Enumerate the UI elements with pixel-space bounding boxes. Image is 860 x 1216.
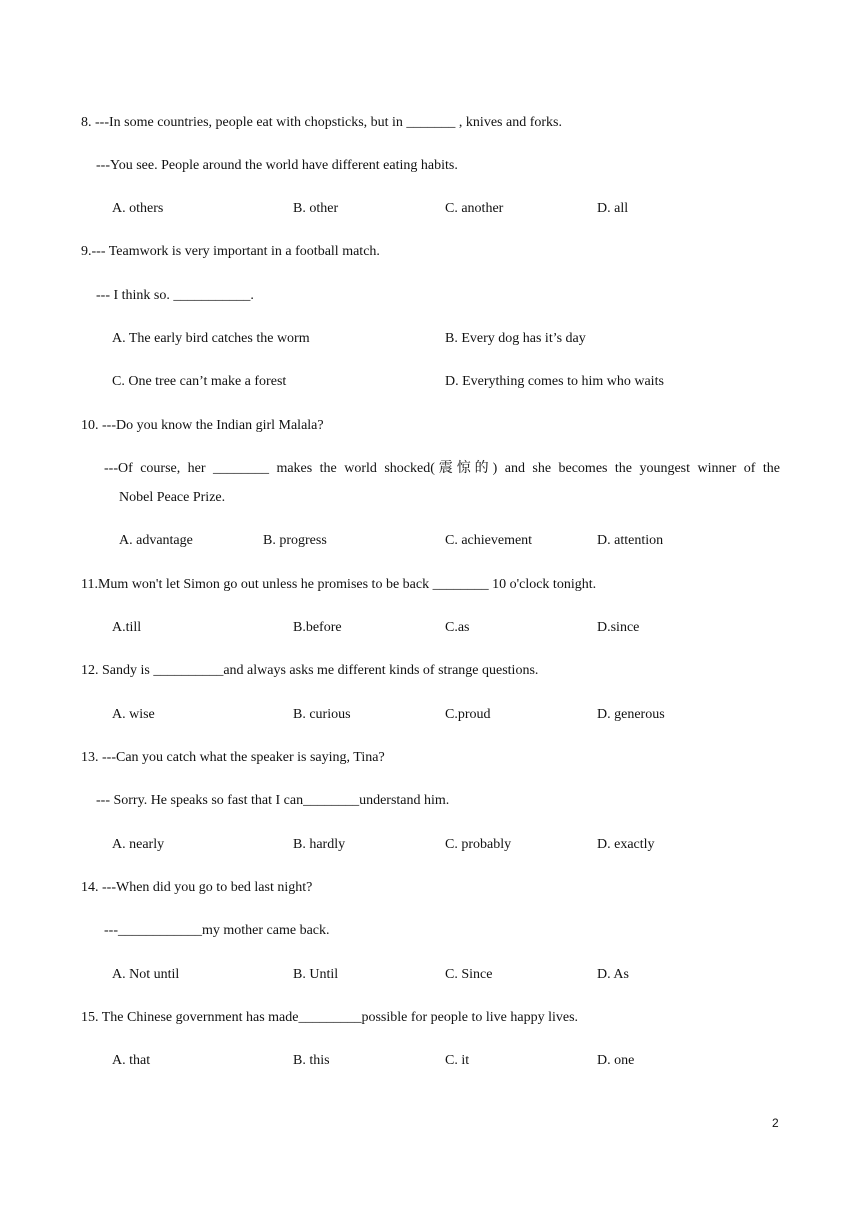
- question-13: 13. ---Can you catch what the speaker is saying, Tina?: [81, 750, 385, 765]
- q14-option-d: D. As: [597, 967, 629, 982]
- question-11: 11.Mum won't let Simon go out unless he promises to be back ________ 10 o'clock tonight.: [81, 577, 597, 592]
- q14-option-b: B. Until: [293, 967, 339, 982]
- q9-option-b: B. Every dog has it’s day: [445, 331, 586, 346]
- q10-option-b: B. progress: [263, 533, 327, 548]
- q10-option-a: A. advantage: [119, 533, 193, 548]
- q15-option-b: B. this: [293, 1053, 330, 1068]
- q11-option-d: D.since: [597, 620, 640, 635]
- q8-option-c: C. another: [445, 201, 504, 216]
- q8-option-d: D. all: [597, 201, 629, 216]
- question-15: 15. The Chinese government has made_________possible for people to live happy lives.: [81, 1010, 579, 1025]
- question-8-reply: ---You see. People around the world have different eating habits.: [96, 158, 458, 173]
- question-14: 14. ---When did you go to bed last night?: [81, 880, 313, 895]
- q12-option-d: D. generous: [597, 707, 665, 722]
- question-13-reply: --- Sorry. He speaks so fast that I can________understand him.: [96, 793, 450, 808]
- q9-option-d: D. Everything comes to him who waits: [445, 374, 664, 389]
- question-12: 12. Sandy is __________and always asks me different kinds of strange questions.: [81, 663, 539, 678]
- question-10-reply-continued: Nobel Peace Prize.: [119, 490, 226, 505]
- q15-option-c: C. it: [445, 1053, 470, 1068]
- q13-option-a: A. nearly: [112, 837, 165, 852]
- q8-option-a: A. others: [112, 201, 164, 216]
- question-10: 10. ---Do you know the Indian girl Malala?: [81, 418, 324, 433]
- q9-option-c: C. One tree can’t make a forest: [112, 374, 287, 389]
- q13-option-b: B. hardly: [293, 837, 346, 852]
- q14-option-c: C. Since: [445, 967, 493, 982]
- question-9-reply: --- I think so. ___________.: [96, 288, 254, 303]
- q13-option-c: C. probably: [445, 837, 512, 852]
- q14-option-a: A. Not until: [112, 967, 180, 982]
- q12-option-a: A. wise: [112, 707, 155, 722]
- q9-option-a: A. The early bird catches the worm: [112, 331, 310, 346]
- q12-option-b: B. curious: [293, 707, 351, 722]
- page-number: 2: [772, 1116, 779, 1130]
- question-14-reply: ---____________my mother came back.: [104, 923, 330, 938]
- q11-option-a: A.till: [112, 620, 142, 635]
- q8-option-b: B. other: [293, 201, 339, 216]
- q11-option-c: C.as: [445, 620, 470, 635]
- question-9: 9.--- Teamwork is very important in a football match.: [81, 244, 380, 259]
- q15-option-a: A. that: [112, 1053, 151, 1068]
- q11-option-b: B.before: [293, 620, 342, 635]
- q12-option-c: C.proud: [445, 707, 491, 722]
- question-10-reply: ---Of course, her ________ makes the world shocked(震惊的) and she becomes the youngest winner of the: [104, 461, 780, 476]
- q10-option-c: C. achievement: [445, 533, 533, 548]
- q15-option-d: D. one: [597, 1053, 635, 1068]
- question-8: 8. ---In some countries, people eat with chopsticks, but in _______ , knives and forks.: [81, 115, 562, 130]
- q10-option-d: D. attention: [597, 533, 664, 548]
- q13-option-d: D. exactly: [597, 837, 655, 852]
